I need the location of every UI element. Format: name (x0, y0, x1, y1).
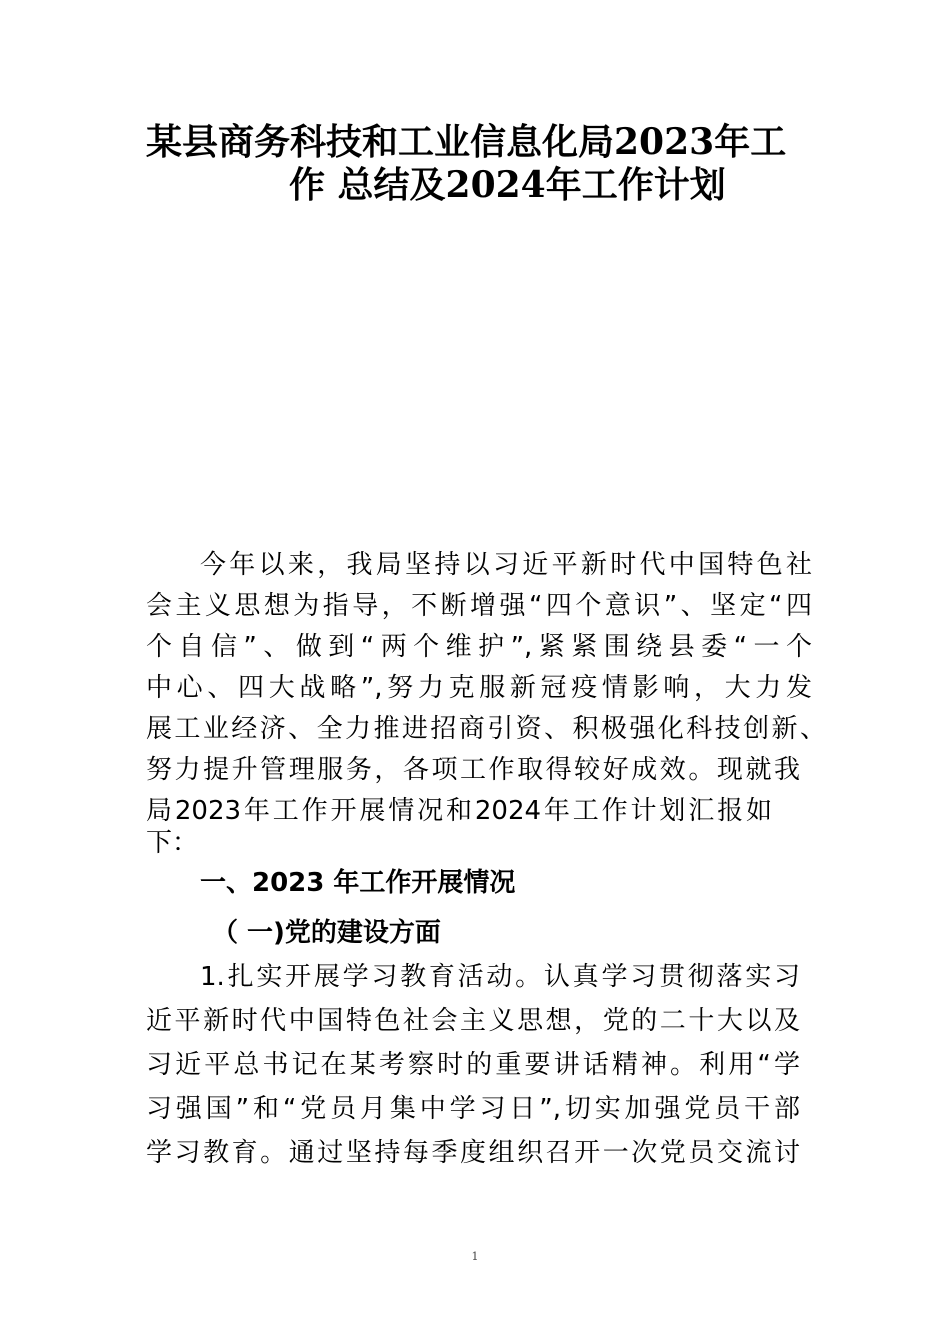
item-paragraph-line: 1.扎实开展学习教育活动。认真学习贯彻落实习 (200, 962, 800, 992)
item-paragraph-line: 近平新时代中国特色社会主义思想，党的二十大以及 (146, 1006, 800, 1036)
section-heading: 一、2023 年工作开展情况 (200, 868, 516, 898)
intro-paragraph-line: 会主义思想为指导，不断增强“四个意识”、坚定“四 (146, 591, 812, 621)
intro-paragraph-line: 个自信”、做到“两个维护”,紧紧围绕县委“一个 (146, 632, 812, 662)
intro-paragraph-line: 局2023年工作开展情况和2024年工作计划汇报如 (146, 796, 772, 826)
intro-paragraph-line: 今年以来，我局坚持以习近平新时代中国特色社 (200, 550, 812, 580)
intro-paragraph-line: 下： (146, 828, 199, 858)
page-number: 1 (471, 1250, 479, 1263)
intro-paragraph-line: 展工业经济、全力推进招商引资、积极强化科技创新、 (146, 714, 826, 744)
item-paragraph-line: 习强国”和“党员月集中学习日”,切实加强党员干部 (146, 1094, 800, 1124)
intro-paragraph-line: 中心、四大战略”,努力克服新冠疫情影响，大力发 (146, 673, 812, 703)
subsection-heading: （ 一)党的建设方面 (212, 918, 441, 948)
item-paragraph-line: 学习教育。通过坚持每季度组织召开一次党员交流讨 (146, 1138, 800, 1168)
intro-paragraph-line: 努力提升管理服务，各项工作取得较好成效。现就我 (146, 755, 800, 785)
item-paragraph-line: 习近平总书记在某考察时的重要讲话精神。利用“学 (146, 1050, 800, 1080)
document-title-line-1: 某县商务科技和工业信息化局2023年工 (146, 121, 787, 163)
document-title-line-2: 作 总结及2024年工作计划 (289, 164, 726, 206)
